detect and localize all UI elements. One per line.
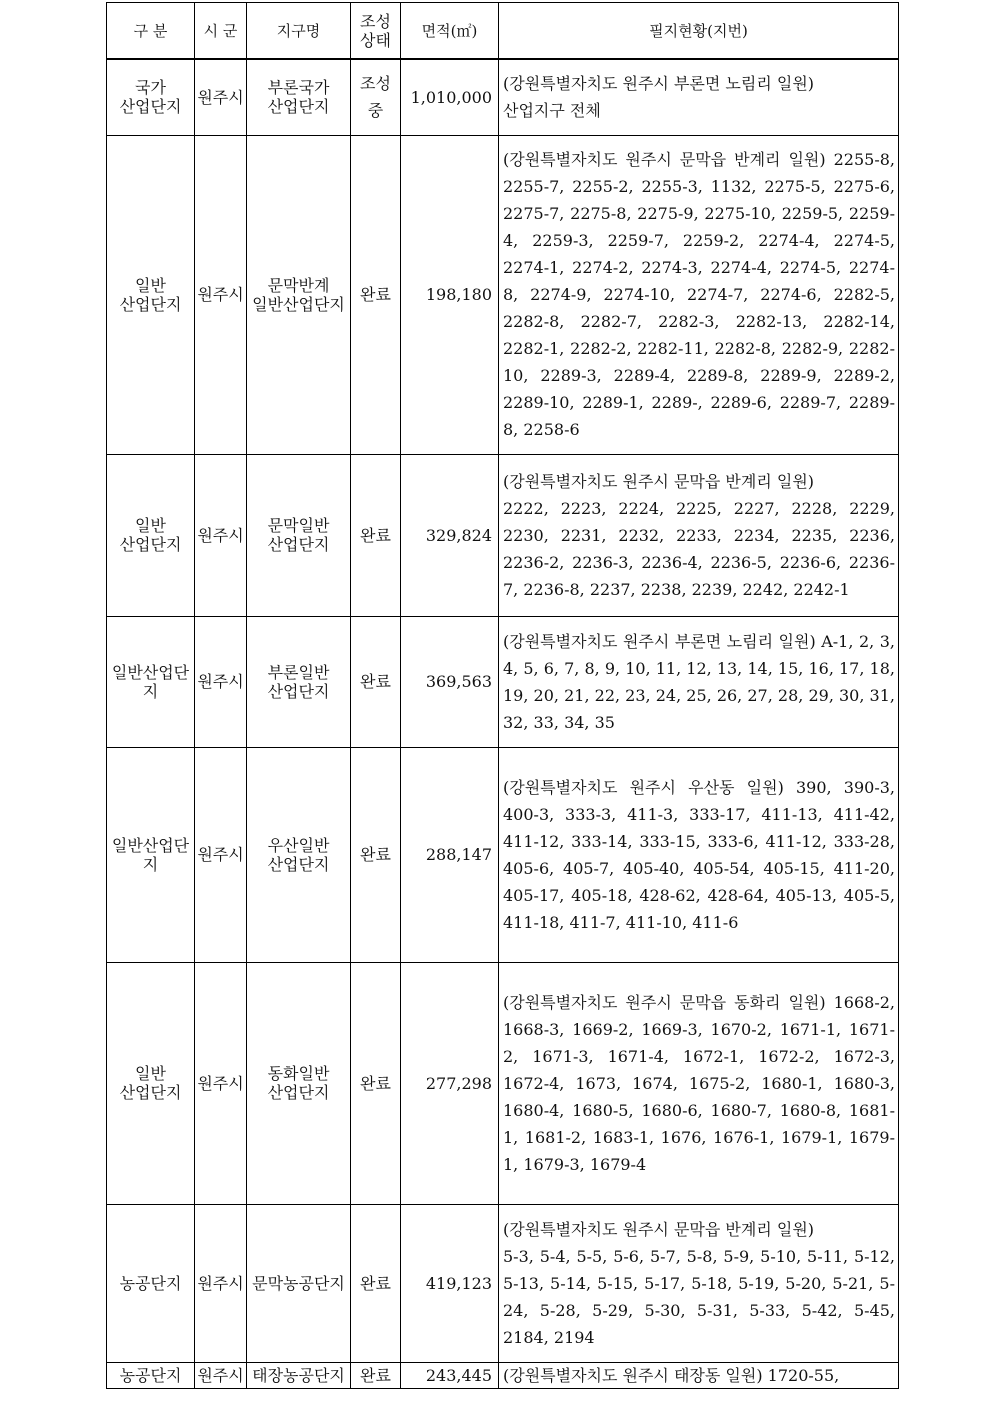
parcels-cell	[499, 616, 899, 747]
area-cell: 277,298	[401, 962, 499, 1204]
parcels-cell	[499, 747, 899, 962]
parcels-list: 5-3, 5-4, 5-5, 5-6, 5-7, 5-8, 5-9, 5-10, 5-11, 5-12, 5-13, 5-14, 5-15, 5-17, 5-18, 5-19, 5-20, 5-21, 5-24, 5-28, 5-29, 5-30, 5-31, 5-33, 5-42, 5-45, 2184, 2194	[503, 1246, 895, 1347]
status-cell: 완료	[351, 135, 401, 454]
category-cell: 일반 산업단지	[107, 135, 195, 454]
category-cell: 농공단지	[107, 1362, 195, 1388]
city-cell: 원주시	[195, 747, 247, 962]
parcels-cell	[499, 135, 899, 454]
parcels-cell	[499, 59, 899, 135]
header-parcels: 필지현황(지번)	[499, 3, 899, 60]
parcels-cell	[499, 1204, 899, 1362]
status-cell: 완료	[351, 616, 401, 747]
header-area: 면적(㎡)	[401, 3, 499, 60]
area-cell: 288,147	[401, 747, 499, 962]
status-cell: 완료	[351, 1204, 401, 1362]
parcels-list: (강원특별자치도 원주시 태장동 일원) 1720-55,	[503, 1365, 840, 1385]
district-cell: 태장농공단지	[247, 1362, 351, 1388]
category-cell: 국가 산업단지	[107, 59, 195, 135]
area-cell: 1,010,000	[401, 59, 499, 135]
district-cell: 우산일반 산업단지	[247, 747, 351, 962]
area-cell: 198,180	[401, 135, 499, 454]
table-row	[107, 59, 899, 135]
city-cell: 원주시	[195, 59, 247, 135]
header-row	[107, 3, 899, 60]
city-cell: 원주시	[195, 135, 247, 454]
city-cell: 원주시	[195, 1362, 247, 1388]
area-cell: 243,445	[401, 1362, 499, 1388]
table-row	[107, 962, 899, 1204]
city-cell: 원주시	[195, 454, 247, 616]
city-cell: 원주시	[195, 1204, 247, 1362]
table-row	[107, 135, 899, 454]
district-cell: 부론국가 산업단지	[247, 59, 351, 135]
parcels-list: (강원특별자치도 원주시 우산동 일원) 390, 390-3, 400-3, 333-3, 411-3, 333-17, 411-13, 411-42, 411-12, 333-14, 333-15, 333-6, 411-12, 333-28, 405-6, 405-7, 405-40, 405-54, 405-15, 411-20, 405-17, 405-18, 428-62, 428-64, 405-13, 405-5, 411-18, 411-7, 411-10, 411-6	[503, 777, 895, 932]
table-row	[107, 747, 899, 962]
district-cell: 문막일반 산업단지	[247, 454, 351, 616]
category-cell: 일반 산업단지	[107, 454, 195, 616]
parcels-cell	[499, 1362, 899, 1388]
category-cell: 일반 산업단지	[107, 962, 195, 1204]
header-category: 구 분	[107, 3, 195, 60]
status-cell: 조성 중	[351, 59, 401, 135]
city-cell: 원주시	[195, 616, 247, 747]
parcels-location: (강원특별자치도 원주시 부론면 노림리 일원)	[503, 74, 815, 94]
parcels-cell	[499, 962, 899, 1204]
industrial-complex-table	[106, 2, 899, 1389]
parcels-list: (강원특별자치도 원주시 부론면 노림리 일원) A-1, 2, 3, 4, 5, 6, 7, 8, 9, 10, 11, 12, 13, 14, 15, 16, 17, 18, 19, 20, 21, 22, 23, 24, 25, 26, 27, 28, 29, 30, 31, 32, 33, 34, 35	[503, 631, 895, 732]
parcels-cell	[499, 454, 899, 616]
parcels-list: (강원특별자치도 원주시 문막읍 동화리 일원) 1668-2, 1668-3, 1669-2, 1669-3, 1670-2, 1671-1, 1671-2, 1671-3, 1671-4, 1672-1, 1672-2, 1672-3, 1672-4, 1673, 1674, 1675-2, 1680-1, 1680-3, 1680-4, 1680-5, 1680-6, 1680-7, 1680-8, 1681-1, 1681-2, 1683-1, 1676, 1676-1, 1679-1, 1679-1, 1679-3, 1679-4	[503, 992, 895, 1174]
district-cell: 문막농공단지	[247, 1204, 351, 1362]
header-district: 지구명	[247, 3, 351, 60]
district-cell: 동화일반 산업단지	[247, 962, 351, 1204]
category-cell: 농공단지	[107, 1204, 195, 1362]
table-row	[107, 1204, 899, 1362]
table-row	[107, 616, 899, 747]
area-cell: 369,563	[401, 616, 499, 747]
status-cell: 완료	[351, 1362, 401, 1388]
district-cell: 부론일반 산업단지	[247, 616, 351, 747]
parcels-list: 2222, 2223, 2224, 2225, 2227, 2228, 2229, 2230, 2231, 2232, 2233, 2234, 2235, 2236, 2236-2, 2236-3, 2236-4, 2236-5, 2236-6, 2236-7, 2236-8, 2237, 2238, 2239, 2242, 2242-1	[503, 498, 895, 599]
header-city: 시 군	[195, 3, 247, 60]
city-cell: 원주시	[195, 962, 247, 1204]
status-cell: 완료	[351, 454, 401, 616]
parcels-list: (강원특별자치도 원주시 문막읍 반계리 일원) 2255-8, 2255-7, 2255-2, 2255-3, 1132, 2275-5, 2275-6, 2275-7, 2275-8, 2275-9, 2275-10, 2259-5, 2259-4, 2259-3, 2259-7, 2259-2, 2274-4, 2274-5, 2274-1, 2274-2, 2274-3, 2274-4, 2274-5, 2274-8, 2274-9, 2274-10, 2274-7, 2274-6, 2282-5, 2282-8, 2282-7, 2282-3, 2282-13, 2282-14, 2282-1, 2282-2, 2282-11, 2282-8, 2282-9, 2282-10, 2289-3, 2289-4, 2289-8, 2289-9, 2289-2, 2289-10, 2289-1, 2289-, 2289-6, 2289-7, 2289-8, 2258-6	[503, 150, 895, 439]
header-status: 조성 상태	[351, 3, 401, 60]
status-cell: 완료	[351, 747, 401, 962]
parcels-list: 산업지구 전체	[503, 101, 601, 121]
district-cell: 문막반계 일반산업단지	[247, 135, 351, 454]
category-cell: 일반산업단 지	[107, 616, 195, 747]
parcels-location: (강원특별자치도 원주시 문막읍 반계리 일원)	[503, 1219, 815, 1239]
table-row	[107, 1362, 899, 1388]
area-cell: 329,824	[401, 454, 499, 616]
parcels-location: (강원특별자치도 원주시 문막읍 반계리 일원)	[503, 471, 815, 491]
table-row	[107, 454, 899, 616]
category-cell: 일반산업단 지	[107, 747, 195, 962]
status-cell: 완료	[351, 962, 401, 1204]
area-cell: 419,123	[401, 1204, 499, 1362]
